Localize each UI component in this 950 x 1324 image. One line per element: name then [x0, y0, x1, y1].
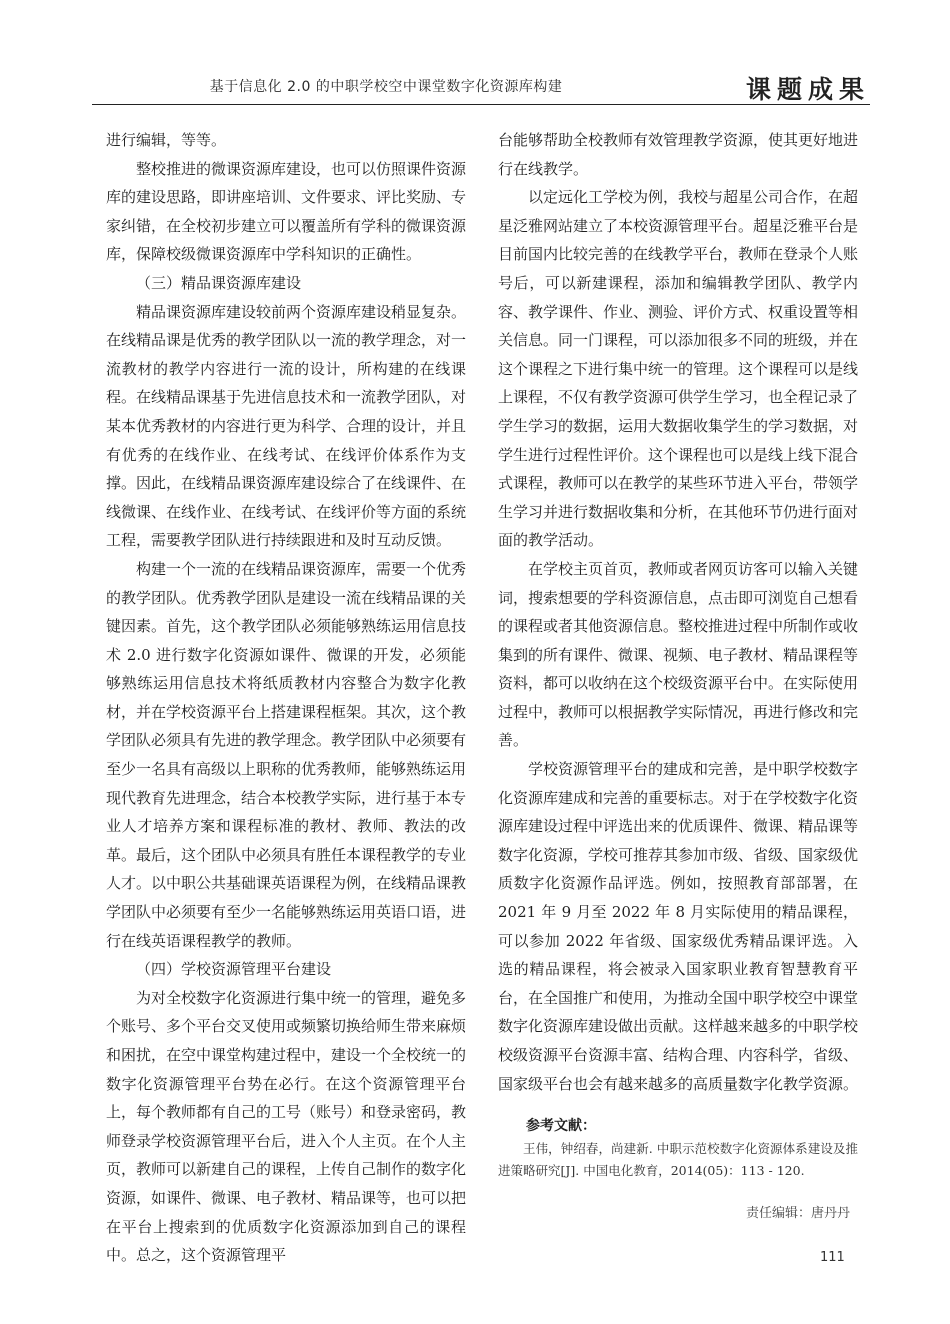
page-number: 111 — [820, 1250, 845, 1265]
paragraph: 以定远化工学校为例，我校与超星公司合作，在超星泛雅网站建立了本校资源管理平台。超星泛雅平台是目前国内比较完善的在线教学平台，教师在登录个人账号后，可以新建课程，添加和编辑教学团队、教学内容、教学课件、作业、测验、评价方式、权重设置等相关信息。同一门课程，可以添加很多不同的班级，并在这个课程之下进行集中统一的管理。这个课程可以是线上课程，不仅有教学资源可供学生学习，也全程记录了学生学习的数据，运用大数据收集学生的学习数据，对学生进行过程性评价。这个课程也可以是线上线下混合式课程，教师可以在教学的某些环节进入平台，带领学生学习并进行数据收集和分析，在其他环节仍进行面对面的教学活动。 — [498, 188, 859, 550]
responsible-editor: 责任编辑：唐丹丹 — [745, 1206, 850, 1222]
reference-item: 王伟，钟绍春，尚建新. 中职示范校数字化资源体系建设及推进策略研究[J]. 中国电化教育，2014(05)：113 - 120. — [498, 1141, 858, 1179]
paragraph: 构建一个一流的在线精品课资源库，需要一个优秀的教学团队。优秀教学团队是建设一流在线精品课的关键因素。首先，这个教学团队必须能够熟练运用信息技术 2.0 进行数字化资源如课件、微课的开发，必须能够熟练运用信息技术将纸质教材内容整合为数字化教材，并在学校资源平台上搭建课程框架。其次，这个教学团队必须具有先进的教学理念。教学团队中必须要有至少一名具有高级以上职称的优秀教师，能够熟练运用现代教育先进理念，结合本校教学实际，进行基于本专业人才培养方案和课程标准的教材、教师、教法的改革。最后，这个团队中必须具有胜任本课程教学的专业人才。以中职公共基础课英语课程为例，在线精品课教学团队中必须要有至少一名能够熟练运用英语口语，进行在线英语课程教学的教师。 — [106, 559, 467, 950]
section-heading: （四）学校资源管理平台建设 — [136, 960, 332, 979]
header-divider — [92, 104, 870, 105]
running-header — [92, 70, 870, 106]
paragraph: 进行编辑，等等。 — [106, 131, 227, 149]
running-title: 基于信息化 2.0 的中职学校空中课堂数字化资源库构建 — [209, 79, 563, 95]
paragraph: 台能够帮助全校教师有效管理教学资源，使其更好地进行在线教学。 — [498, 131, 859, 178]
paragraph: 精品课资源库建设较前两个资源库建设稍显复杂。在线精品课是优秀的教学团队以一流的教学理念，对一流教材的教学内容进行一流的设计，所构建的在线课程。在线精品课基于先进信息技术和一流教学团队，对某本优秀教材的内容进行更为科学、合理的设计，并且有优秀的在线作业、在线考试、在线评价体系作为支撑。因此，在线精品课资源库建设综合了在线课件、在线微课、在线作业、在线考试、在线评价等方面的系统工程，需要教学团队进行持续跟进和及时互动反馈。 — [106, 302, 467, 550]
paragraph: 在学校主页首页，教师或者网页访客可以输入关键词，搜索想要的学科资源信息，点击即可浏览自己想看的课程或者其他资源信息。整校推进过程中所制作或收集到的所有课件、微课、视频、电子教材、精品课程等资料，都可以收纳在这个校级资源平台中。在实际使用过程中，教师可以根据教学实际情况，再进行修改和完善。 — [498, 559, 859, 750]
references-heading: 参考文献： — [526, 1118, 596, 1135]
paragraph: 学校资源管理平台的建成和完善，是中职学校数字化资源库建成和完善的重要标志。对于在学校数字化资源库建设过程中评选出来的优质课件、微课、精品课等数字化资源，学校可推荐其参加市级、省级、国家级优质数字化资源作品评选。例如，按照教育部部署，在 2021 年 9 月至 2022 年 8 月实际使用的精品课程，可以参加 2022 年省级、国家级优秀精品课评选。入选的精品课程，将会被录入国家职业教育智慧教育平台，在全国推广和使用，为推动全国中职学校空中课堂数字化资源库建设做出贡献。这样越来越多的中职学校校级资源平台资源丰富、结构合理、内容科学，省级、国家级平台也会有越来越多的高质量数字化教学资源。 — [498, 760, 859, 1093]
paragraph: 整校推进的微课资源库建设，也可以仿照课件资源库的建设思路，即讲座培训、文件要求、评比奖励、专家纠错，在全校初步建立可以覆盖所有学科的微课资源库，保障校级微课资源库中学科知识的正确性。 — [106, 159, 467, 264]
section-heading: （三）精品课资源库建设 — [136, 273, 302, 292]
paragraph: 为对全校数字化资源进行集中统一的管理，避免多个账号、多个平台交叉使用或频繁切换给师生带来麻烦和困扰，在空中课堂构建过程中，建设一个全校统一的数字化资源管理平台势在必行。在这个资源管理平台上，每个教师都有自己的工号（账号）和登录密码，教师登录学校资源管理平台后，进入个人主页。在个人主页，教师可以新建自己的课程，上传自己制作的数字化资源，如课件、微课、电子教材、精品课等，也可以把在平台上搜索到的优质数字化资源添加到自己的课程中。总之，这个资源管理平 — [106, 988, 467, 1265]
right-column — [498, 126, 858, 1229]
section-badge: 课题成果 — [745, 75, 870, 104]
left-column — [106, 126, 466, 1270]
references — [498, 1114, 858, 1182]
